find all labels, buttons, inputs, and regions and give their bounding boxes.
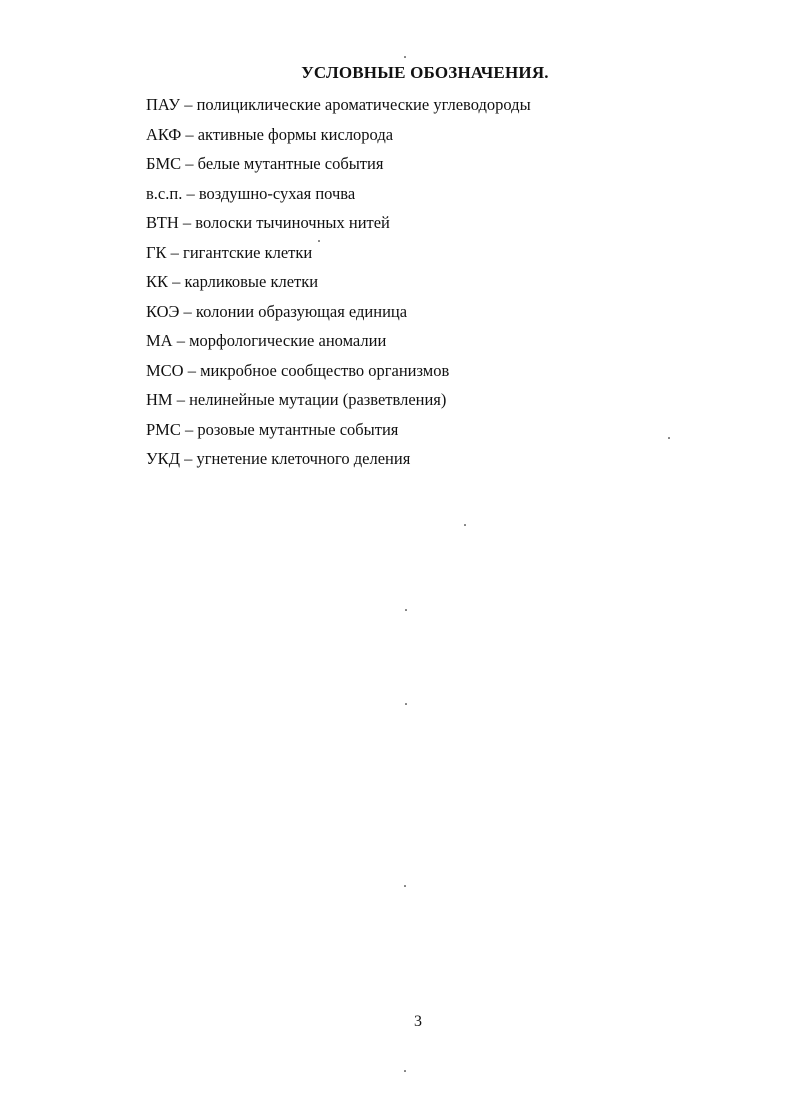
page-number: 3 bbox=[414, 1013, 422, 1030]
abbreviation-item bbox=[146, 152, 531, 182]
abbreviation-term: МСО bbox=[146, 360, 184, 380]
abbreviation-term: ГК bbox=[146, 242, 167, 262]
abbreviation-item bbox=[146, 329, 531, 359]
abbreviation-separator: – bbox=[181, 154, 198, 173]
abbreviation-item bbox=[146, 270, 531, 300]
abbreviation-definition: активные формы кислорода bbox=[197, 124, 394, 144]
abbreviation-definition: полициклические ароматические углеводороды bbox=[196, 95, 531, 114]
abbreviation-term: в.с.п. bbox=[146, 183, 183, 203]
abbreviation-separator: – bbox=[183, 360, 201, 380]
abbreviation-item bbox=[146, 418, 531, 448]
abbreviation-item bbox=[146, 300, 531, 330]
abbreviation-separator: – bbox=[179, 301, 196, 321]
abbreviation-term: УКД bbox=[146, 449, 180, 468]
abbreviation-item bbox=[146, 241, 531, 271]
abbreviation-item bbox=[146, 388, 531, 418]
abbreviation-list bbox=[146, 93, 531, 477]
abbreviation-term: ВТН bbox=[146, 213, 179, 232]
abbreviation-term: КОЭ bbox=[146, 301, 180, 321]
abbreviation-definition: гигантские клетки bbox=[183, 242, 313, 262]
scan-speck bbox=[404, 1070, 406, 1072]
abbreviation-separator: – bbox=[172, 390, 190, 409]
abbreviation-separator: – bbox=[182, 183, 199, 203]
abbreviation-definition: морфологические аномалии bbox=[189, 331, 387, 350]
scan-speck bbox=[404, 885, 406, 887]
scan-speck bbox=[404, 56, 406, 58]
abbreviation-definition: угнетение клеточного деления bbox=[196, 449, 411, 468]
abbreviation-separator: – bbox=[181, 124, 198, 144]
scan-speck bbox=[668, 437, 670, 439]
abbreviation-term: НМ bbox=[146, 390, 173, 409]
abbreviation-item bbox=[146, 447, 531, 477]
abbreviation-term: ПАУ bbox=[146, 95, 181, 114]
abbreviation-definition: карликовые клетки bbox=[184, 272, 319, 291]
abbreviation-term: КК bbox=[146, 272, 169, 291]
abbreviation-term: АКФ bbox=[146, 124, 182, 144]
abbreviation-term: РМС bbox=[146, 419, 181, 439]
abbreviation-item bbox=[146, 93, 531, 123]
page-heading: УСЛОВНЫЕ ОБОЗНАЧЕНИЯ. bbox=[301, 63, 549, 82]
abbreviation-separator: – bbox=[172, 331, 190, 350]
abbreviation-definition: колонии образующая единица bbox=[195, 301, 408, 321]
scan-speck bbox=[405, 609, 407, 611]
abbreviation-definition: нелинейные мутации (разветвления) bbox=[189, 390, 447, 409]
scan-speck bbox=[318, 240, 320, 242]
abbreviation-separator: – bbox=[166, 242, 184, 262]
abbreviation-term: МА bbox=[146, 331, 173, 350]
abbreviation-definition: розовые мутантные события bbox=[197, 419, 399, 439]
abbreviation-term: БМС bbox=[146, 154, 182, 173]
abbreviation-definition: микробное сообщество организмов bbox=[200, 360, 450, 380]
abbreviation-separator: – bbox=[179, 449, 197, 468]
abbreviation-definition: волоски тычиночных нитей bbox=[195, 213, 390, 232]
abbreviation-item bbox=[146, 211, 531, 241]
abbreviation-item bbox=[146, 182, 531, 212]
abbreviation-item bbox=[146, 359, 531, 389]
scan-speck bbox=[464, 524, 466, 526]
abbreviation-separator: – bbox=[168, 272, 185, 291]
abbreviation-separator: – bbox=[180, 95, 197, 114]
abbreviation-definition: воздушно-сухая почва bbox=[198, 183, 356, 203]
abbreviation-separator: – bbox=[180, 419, 198, 439]
abbreviation-item bbox=[146, 123, 531, 153]
abbreviation-separator: – bbox=[178, 213, 196, 232]
abbreviation-definition: белые мутантные события bbox=[197, 154, 384, 173]
scan-speck bbox=[405, 703, 407, 705]
